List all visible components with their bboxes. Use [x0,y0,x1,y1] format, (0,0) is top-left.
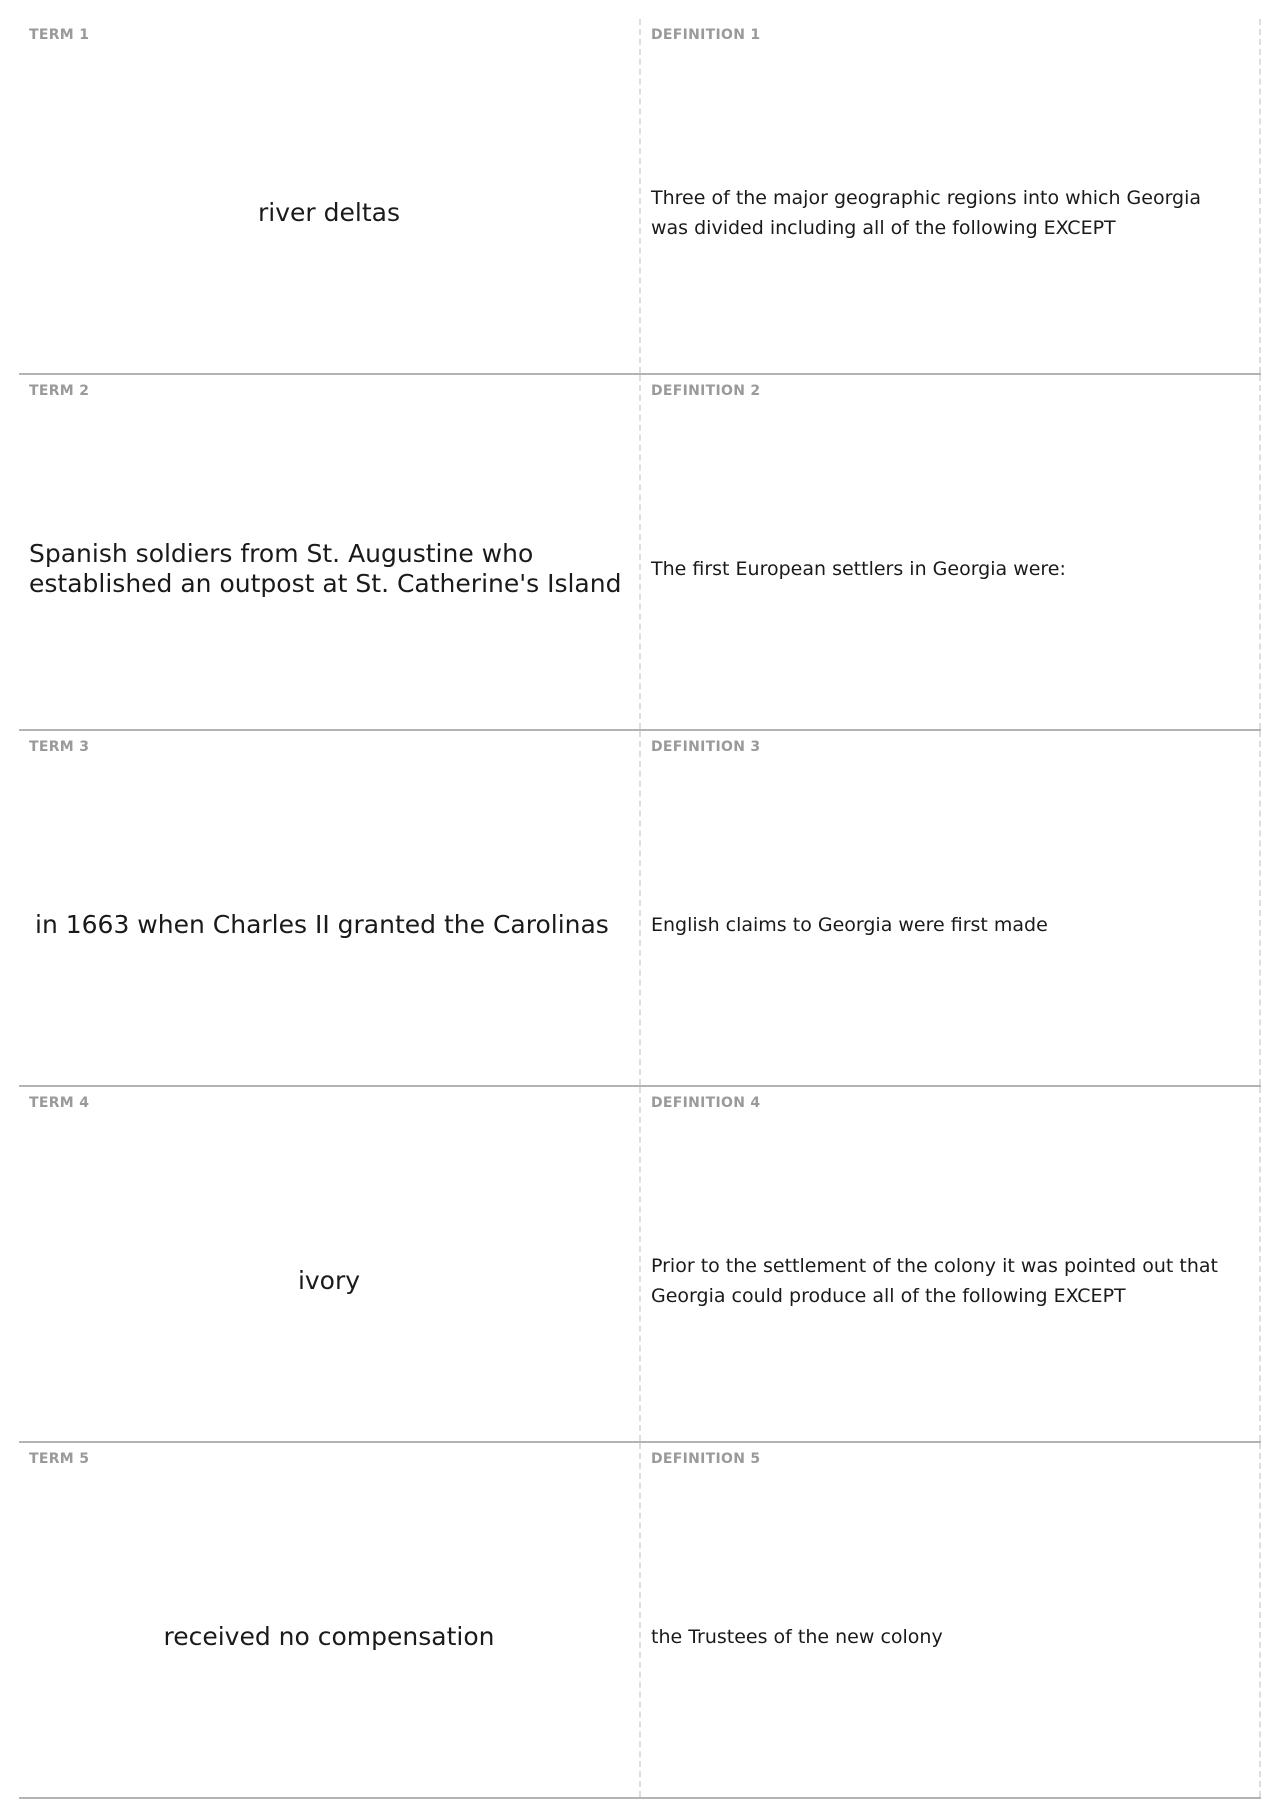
card-row [19,1443,1261,1799]
definition-label: DEFINITION 1 [651,27,761,43]
term-label: TERM 1 [29,27,90,43]
term-cell [19,19,641,373]
term-cell [19,731,641,1085]
definition-text: the Trustees of the new colony [651,1626,943,1648]
term-text: received no compensation [163,1622,495,1651]
definition-label: DEFINITION 4 [651,1095,761,1111]
term-label: TERM 5 [29,1451,90,1467]
term-text: Spanish soldiers from St. Augustine who established an outpost at St. Catherine's Island [29,539,622,598]
term-label: TERM 4 [29,1095,90,1111]
card-row [19,375,1261,731]
definition-label: DEFINITION 2 [651,383,761,399]
card-row [19,19,1261,375]
definition-cell [641,1087,1261,1441]
definition-cell [641,375,1261,729]
definition-text: Prior to the settlement of the colony it was pointed out that Georgia could produce all of the following EXCEPT [651,1255,1218,1307]
term-label: TERM 3 [29,739,90,755]
definition-cell [641,19,1261,373]
term-text: in 1663 when Charles II granted the Carolinas [35,910,609,939]
definition-cell [641,1443,1261,1797]
definition-text: The first European settlers in Georgia were: [651,558,1066,580]
term-text: ivory [297,1266,361,1295]
card-row [19,1087,1261,1443]
card-row [19,731,1261,1087]
term-cell [19,1443,641,1797]
definition-label: DEFINITION 3 [651,739,761,755]
flashcard-sheet [19,19,1261,1799]
term-label: TERM 2 [29,383,90,399]
term-cell [19,1087,641,1441]
term-text: river deltas [258,198,400,227]
definition-label: DEFINITION 5 [651,1451,761,1467]
definition-text: Three of the major geographic regions into which Georgia was divided including all of the following EXCEPT [651,187,1202,239]
term-cell [19,375,641,729]
definition-cell [641,731,1261,1085]
definition-text: English claims to Georgia were first made [651,914,1048,936]
